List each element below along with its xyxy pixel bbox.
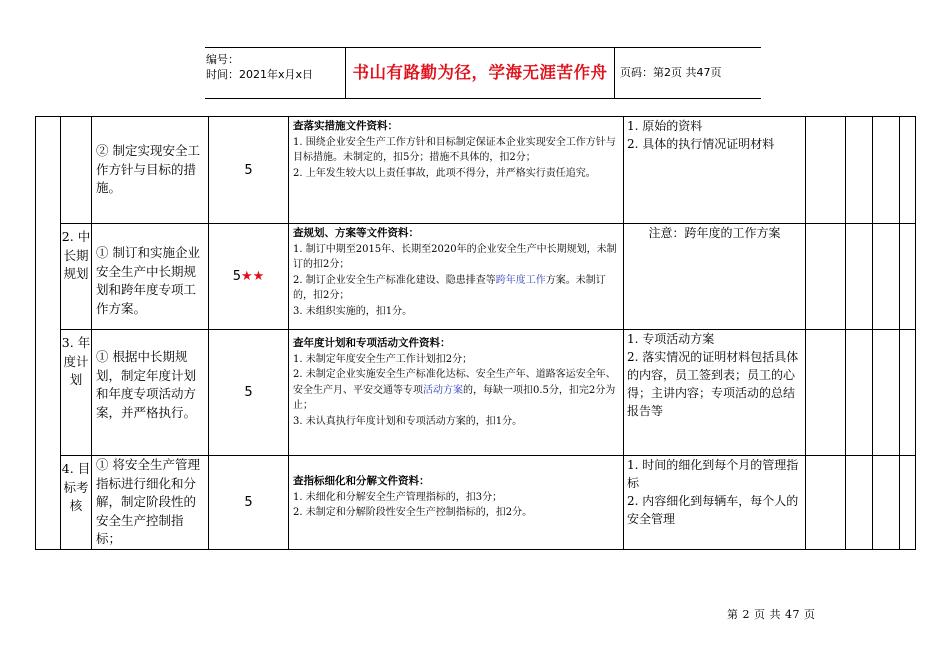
time-label: 时间：2021年x月x日 <box>206 68 314 81</box>
note-line: 2. 落实情况的证明材料包括具体的内容，员工签到表；员工的心得；主讲内容；专项活动的总结报告等 <box>627 350 799 418</box>
header-meta <box>205 48 344 102</box>
standard-line: 1. 未细化和分解安全生产管理指标的，扣3分； <box>293 491 503 503</box>
table-row <box>36 224 916 330</box>
item-text: ① 制订和实施企业安全生产中长期规划和跨年度专项工作方案。 <box>96 245 200 316</box>
score-cell <box>209 456 289 550</box>
header-motto: 书山有路勤为径，学海无涯苦作舟 <box>352 63 608 82</box>
standard-cell <box>289 330 624 456</box>
index-cell: 2. 中长期规划 <box>61 224 92 330</box>
note-line: 1. 原始的资料 <box>627 119 703 133</box>
number-label: 编号： <box>206 53 239 66</box>
index-cell: 4. 目标考核 <box>61 456 92 550</box>
standard-line: 2. 未制定和分解阶段性安全生产控制指标的，扣2分。 <box>293 507 533 518</box>
item-text: ② 制定实现安全工作方针与目标的措施。 <box>96 143 200 196</box>
item-cell <box>92 117 209 224</box>
standard-line: 1. 未制定年度安全生产工作计划扣2分； <box>293 353 473 365</box>
standard-title: 查指标细化和分解文件资料： <box>293 475 430 487</box>
score-cell <box>209 330 289 456</box>
standard-line-part: 2. 制订企业安全生产标准化建设、隐患排查等 <box>293 274 496 286</box>
table-row <box>36 117 916 224</box>
note-line: 1. 专项活动方案 <box>627 332 715 346</box>
note-line: 1. 时间的细化到每个月的管理指标 <box>627 458 799 490</box>
note-line: 2. 内容细化到每辆车，每个人的安全管理 <box>627 494 799 526</box>
star-icon: ★★ <box>240 269 265 284</box>
blank-cell <box>846 456 873 550</box>
score-value: 5 <box>244 162 253 178</box>
blank-cell <box>900 224 916 330</box>
blank-cell <box>873 330 900 456</box>
standard-line: 1. 围绕企业安全生产工作方针和目标制定保证本企业实现安全工作方针与目标措施。未制定的，扣5分；措施不具体的，扣2分； <box>293 136 616 163</box>
standard-line <box>293 273 619 304</box>
standard-line-part: 方案。未制订的，扣2分； <box>293 274 606 301</box>
blank-cell <box>806 117 846 224</box>
page-footer: 第 2 页 共 47 页 <box>727 608 816 621</box>
blank-cell <box>873 456 900 550</box>
blank-cell <box>900 117 916 224</box>
standard-title: 查落实措施文件资料： <box>293 120 398 132</box>
standard-line-highlight: 活动方案 <box>423 384 463 396</box>
evaluation-table <box>35 116 916 550</box>
index-cell <box>61 117 92 224</box>
note-cell <box>624 117 806 224</box>
item-cell <box>92 224 209 330</box>
standard-line <box>293 367 619 414</box>
item-cell <box>92 330 209 456</box>
note-cell <box>624 224 806 330</box>
note-line: 注意：跨年度的工作方案 <box>648 226 781 240</box>
score-cell <box>209 117 289 224</box>
standard-line-highlight: 跨年度工作 <box>495 274 546 286</box>
note-cell <box>624 456 806 550</box>
standard-line-part: 2. 未制定企业实施安全生产标准化达标、安全生产年、道路客运安全年、安全生产月、平安交通等专项 <box>293 369 616 396</box>
standard-cell <box>289 456 624 550</box>
item-text: ① 根据中长期规划，制定年度计划和年度专项活动方案，并严格执行。 <box>96 349 197 420</box>
standard-title: 查规划、方案等文件资料： <box>293 227 419 239</box>
note-cell <box>624 330 806 456</box>
index-cell: 3. 年度计划 <box>61 330 92 456</box>
header-page-code: 页码：第2页 共47页 <box>620 66 722 79</box>
standard-line: 3. 未组织实施的，扣1分。 <box>293 305 413 317</box>
blank-cell <box>846 224 873 330</box>
blank-cell <box>900 456 916 550</box>
outer-category-cell <box>36 117 61 550</box>
blank-cell <box>873 117 900 224</box>
score-value: 5 <box>244 494 253 510</box>
blank-cell <box>900 330 916 456</box>
item-cell <box>92 456 209 550</box>
blank-cell <box>806 456 846 550</box>
table-row <box>36 456 916 550</box>
standard-line: 1. 制订中期至2015年、长期至2020年的企业安全生产中长期规划，未制订的扣2分； <box>293 243 617 270</box>
blank-cell <box>873 224 900 330</box>
standard-title: 查年度计划和专项活动文件资料： <box>293 337 451 349</box>
standard-line: 3. 未认真执行年度计划和专项活动方案的，扣1分。 <box>293 415 523 427</box>
blank-cell <box>806 224 846 330</box>
note-line: 2. 具体的执行情况证明材料 <box>627 137 775 151</box>
standard-line-part: 的，每缺一项扣0.5分，扣完2分为止； <box>293 384 616 411</box>
blank-cell <box>846 117 873 224</box>
standard-line: 2. 上年发生较大以上责任事故，此项不得分，并严格实行责任追究。 <box>293 167 596 179</box>
score-value: 5 <box>244 385 253 400</box>
header-motto-cell <box>345 48 615 98</box>
score-cell <box>209 224 289 330</box>
score-value: 5 <box>232 269 241 284</box>
document-header <box>205 47 761 99</box>
standard-cell <box>289 117 624 224</box>
blank-cell <box>846 330 873 456</box>
standard-cell <box>289 224 624 330</box>
blank-cell <box>806 330 846 456</box>
item-text: ① 将安全生产管理指标进行细化和分解，制定阶段性的安全生产控制指标； <box>96 457 200 546</box>
table-row <box>36 330 916 456</box>
